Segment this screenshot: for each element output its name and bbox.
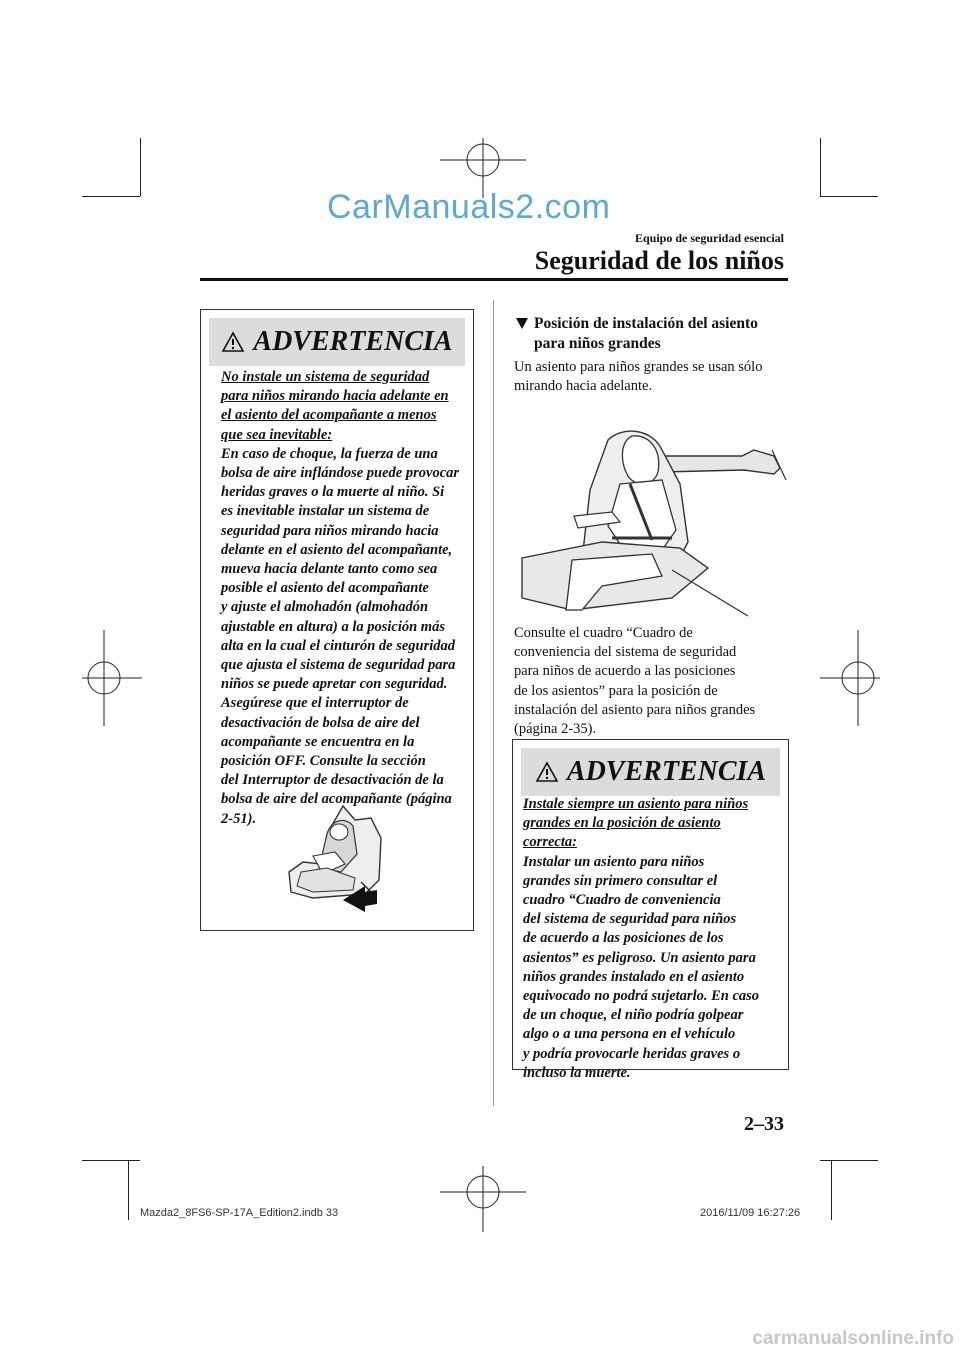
- warning-line: y ajuste el almohadón (almohadón: [221, 599, 429, 616]
- warning-line: Instalar un asiento para niños: [523, 853, 705, 870]
- warning-line: ajustable en altura) a la posición más: [221, 618, 445, 635]
- warning-line: seguridad para niños mirando hacia: [221, 522, 439, 539]
- warning-line: heridas graves o la muerte al niño. Si: [221, 484, 445, 501]
- warning-emphasis: para niños mirando hacia adelante en: [221, 388, 449, 405]
- intro-line: mirando hacia adelante.: [514, 378, 653, 395]
- page-number: 2–33: [744, 1113, 784, 1135]
- intro-line: Un asiento para niños grandes se usan sólo: [514, 359, 763, 375]
- warning-emphasis: que sea inevitable:: [221, 426, 333, 443]
- warning-line: y podría provocarle heridas graves o: [523, 1045, 741, 1062]
- warning-line: es inevitable instalar un sistema de: [221, 503, 430, 520]
- warning-emphasis: el asiento del acompañante a menos: [221, 407, 437, 424]
- warning-line: incluso la muerte.: [523, 1064, 631, 1081]
- section-triangle-icon: [515, 317, 529, 330]
- warning-triangle-icon: [221, 331, 245, 353]
- warning-line: del sistema de seguridad para niños: [523, 911, 737, 928]
- reference-line: conveniencia del sistema de seguridad: [514, 644, 737, 661]
- reference-line: (página 2-35).: [514, 721, 597, 738]
- booster-seat-illustration: [512, 420, 788, 626]
- header-rule: [200, 278, 788, 281]
- warning-emphasis: Instale siempre un asiento para niños: [523, 796, 749, 812]
- left-warning-box: [200, 309, 474, 931]
- warning-triangle-icon: [535, 761, 559, 783]
- page-title: Seguridad de los niños: [534, 246, 784, 275]
- warning-text: [221, 368, 463, 829]
- footer-timestamp: 2016/11/09 16:27:26: [700, 1207, 801, 1219]
- rear-facing-child-seat-illustration: [283, 798, 393, 918]
- registration-mark-icon: [440, 1160, 526, 1232]
- reference-line: Consulte el cuadro “Cuadro de: [514, 625, 693, 641]
- warning-emphasis: correcta:: [523, 834, 577, 851]
- warning-emphasis: No instale un sistema de seguridad: [221, 369, 430, 385]
- warning-heading-bar: [209, 318, 465, 366]
- warning-line: que ajusta el sistema de seguridad para: [221, 657, 456, 674]
- warning-line: desactivación de bolsa de aire del: [221, 714, 420, 731]
- header-subtitle: Equipo de seguridad esencial: [634, 231, 784, 245]
- warning-heading-bar: [521, 748, 780, 796]
- right-warning-box: [512, 739, 789, 1081]
- warning-heading: ADVERTENCIA: [253, 326, 453, 357]
- warning-line: de un choque, el niño podría golpear: [523, 1007, 744, 1024]
- section-intro: [514, 358, 799, 396]
- registration-mark-icon: [82, 630, 142, 726]
- column-divider: [493, 300, 494, 1106]
- warning-line: niños se puede apretar con seguridad.: [221, 676, 448, 693]
- warning-line: de acuerdo a las posiciones de los: [523, 930, 724, 947]
- reference-line: para niños de acuerdo a las posiciones: [514, 663, 736, 680]
- warning-line: equivocado no podrá sujetarlo. En caso: [523, 988, 760, 1005]
- bottom-watermark[interactable]: carmanualsonline.info: [752, 1328, 954, 1349]
- warning-line: algo o a una persona en el vehículo: [523, 1026, 736, 1043]
- section-reference: [514, 624, 799, 739]
- warning-line: posible el asiento del acompañante: [221, 580, 429, 597]
- warning-line: del Interruptor de desactivación de la: [221, 772, 444, 789]
- warning-line: En caso de choque, la fuerza de una: [221, 445, 438, 462]
- reference-line: de los asientos” para la posición de: [514, 682, 718, 699]
- warning-line: cuadro “Cuadro de conveniencia: [523, 892, 721, 909]
- warning-line: bolsa de aire del acompañante (página: [221, 791, 452, 808]
- warning-line: alta en la cual el cinturón de seguridad: [221, 637, 456, 654]
- section-title-line: Posición de instalación del asiento: [534, 315, 758, 332]
- warning-line: 2-51).: [221, 810, 257, 827]
- section-title-line: para niños grandes: [534, 335, 661, 352]
- reference-line: instalación del asiento para niños grandes: [514, 701, 756, 718]
- warning-line: posición OFF. Consulte la sección: [221, 753, 426, 770]
- warning-line: acompañante se encuentra en la: [221, 733, 415, 750]
- warning-emphasis: grandes en la posición de asiento: [523, 815, 721, 832]
- warning-line: mueva hacia delante tanto como sea: [221, 561, 438, 578]
- warning-line: niños grandes instalado en el asiento: [523, 968, 745, 985]
- footer-file: Mazda2_8FS6-SP-17A_Edition2.indb 33: [140, 1207, 339, 1219]
- warning-heading: ADVERTENCIA: [566, 756, 767, 787]
- warning-line: delante en el asiento del acompañante,: [221, 541, 453, 558]
- registration-mark-icon: [820, 630, 880, 726]
- warning-line: Asegúrese que el interruptor de: [221, 695, 409, 712]
- warning-text: [523, 795, 778, 1083]
- warning-line: bolsa de aire inflándose puede provocar: [221, 465, 460, 482]
- watermark-logo[interactable]: CarManuals2.com: [327, 188, 611, 226]
- warning-line: asientos” es peligroso. Un asiento para: [523, 949, 756, 966]
- warning-line: grandes sin primero consultar el: [523, 872, 718, 889]
